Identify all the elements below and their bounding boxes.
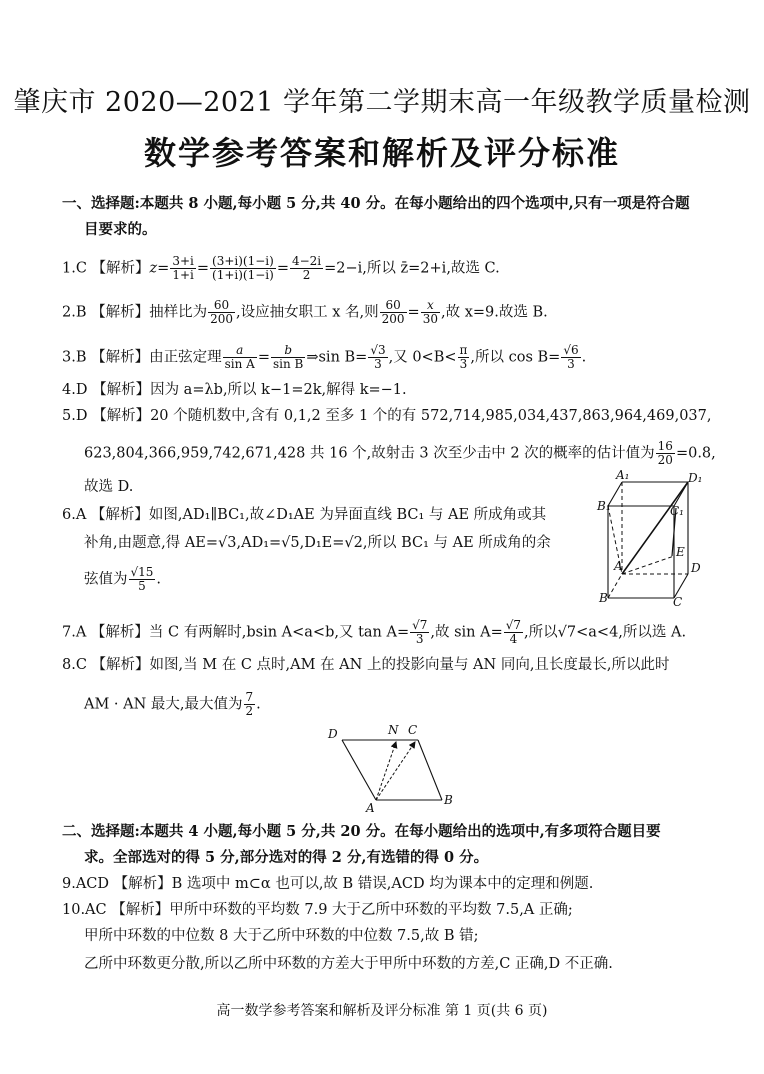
section1-heading-cont: 目要求的。 <box>84 221 157 238</box>
para-label-d: D <box>328 727 338 741</box>
answer-6-cont: 补角,由题意,得 AE=√3,AD₁=√5,D₁E=√2,所以 BC₁ 与 AE 所成角的余 <box>84 535 551 551</box>
section2-heading: 二、选择题:本题共 4 小题,每小题 5 分,共 20 分。在每小题给出的选项中,有多项符合题目要 <box>62 823 661 840</box>
cube-label-a1: A₁ <box>616 470 630 482</box>
parallelogram-figure <box>320 722 460 814</box>
answer-3: 3.B 【解析】由正弦定理 $\frac{a}{\text{sin A}}$ = $\frac{b}{\text{sin B}}$ ⇒sin B= $\frac{√3}{3}$ ,又 0<B< $\frac{\pi}{3}$ ,所以 cos B= $\frac{√6}{3}$ . <box>62 343 587 371</box>
cube-label-e: E <box>676 545 685 559</box>
answer-10-cont1: 甲所中环数的中位数 8 大于乙所中环数的中位数 7.5,故 B 错; <box>84 928 479 944</box>
cube-figure <box>596 470 708 606</box>
answer-1: 1.C 【解析】z= $\frac{3+i}{1+i}$ = $\frac{(3+i)(1-i)}{(1+i)(1-i)}$ = $\frac{4-2i}{2}$ =2−i,所以 z̄=2+i,故选 C. <box>62 254 500 282</box>
answer-4: 4.D 【解析】因为 a=λb,所以 k−1=2k,解得 k=−1. <box>62 382 407 398</box>
cube-label-d: D <box>691 561 701 575</box>
answer-5: 5.D 【解析】20 个随机数中,含有 0,1,2 至多 1 个的有 572,714,985,034,437,863,964,469,037, <box>62 408 712 424</box>
answer-5-cont: 623,804,366,959,742,671,428 共 16 个,故射击 3 次至少击中 2 次的概率的估计值为 $\frac{16}{20}$ =0.8, <box>84 439 716 467</box>
document-title: 肇庆市 2020—2021 学年第二学期末高一年级教学质量检测 <box>13 87 751 118</box>
answer-2: 2.B 【解析】抽样比为 $\frac{60}{200}$ ,设应抽女职工 x 名,则 $\frac{60}{200}$ = $\frac{x}{30}$ ,故 x=9.故选 B. <box>62 298 548 326</box>
answer-10-cont2: 乙所中环数更分散,所以乙所中环数的方差大于甲所中环数的方差,C 正确,D 不正确. <box>84 956 613 972</box>
answer-9: 9.ACD 【解析】B 选项中 m⊂α 也可以,故 B 错误,ACD 均为课本中的定理和例题. <box>62 876 594 892</box>
cube-label-a: A <box>614 559 623 573</box>
cube-label-c: C <box>673 595 683 606</box>
section2-heading-cont: 求。全部选对的得 5 分,部分选对的得 2 分,有选错的得 0 分。 <box>84 849 489 866</box>
page-footer: 高一数学参考答案和解析及评分标准 第 1 页(共 6 页) <box>216 1003 548 1019</box>
answer-8: 8.C 【解析】如图,当 M 在 C 点时,AM 在 AN 上的投影向量与 AN 同向,且长度最长,所以此时 <box>62 657 670 673</box>
answer-6-end: 弦值为 $\frac{√15}{5}$ . <box>84 565 162 593</box>
para-label-n: N <box>388 723 399 737</box>
answer-6: 6.A 【解析】如图,AD₁∥BC₁,故∠D₁AE 为异面直线 BC₁ 与 AE 所成角或其 <box>62 507 547 523</box>
cube-label-b1: B₁ <box>597 499 611 513</box>
para-label-a: A <box>366 801 375 814</box>
answer-8-cont: AM · AN 最大,最大值为 $\frac{7}{2}$ . <box>84 690 261 718</box>
cube-label-b: B <box>599 591 608 605</box>
answer-7: 7.A 【解析】当 C 有两解时,bsin A<a<b,又 tan A= $\frac{√7}{3}$ ,故 sin A= $\frac{√7}{4}$ ,所以√7<a<4,所以选 A. <box>62 618 687 646</box>
para-label-b: B <box>444 793 453 807</box>
cube-label-c1: C₁ <box>670 504 684 518</box>
para-label-c: C <box>408 723 418 737</box>
document-subtitle: 数学参考答案和解析及评分标准 <box>143 134 620 172</box>
answer-10: 10.AC 【解析】甲所中环数的平均数 7.9 大于乙所中环数的平均数 7.5,A 正确; <box>62 902 573 918</box>
section1-heading: 一、选择题:本题共 8 小题,每小题 5 分,共 40 分。在每小题给出的四个选项中,只有一项是符合题 <box>62 195 690 212</box>
cube-label-d1: D₁ <box>688 471 703 485</box>
answer-5-end: 故选 D. <box>84 479 134 495</box>
